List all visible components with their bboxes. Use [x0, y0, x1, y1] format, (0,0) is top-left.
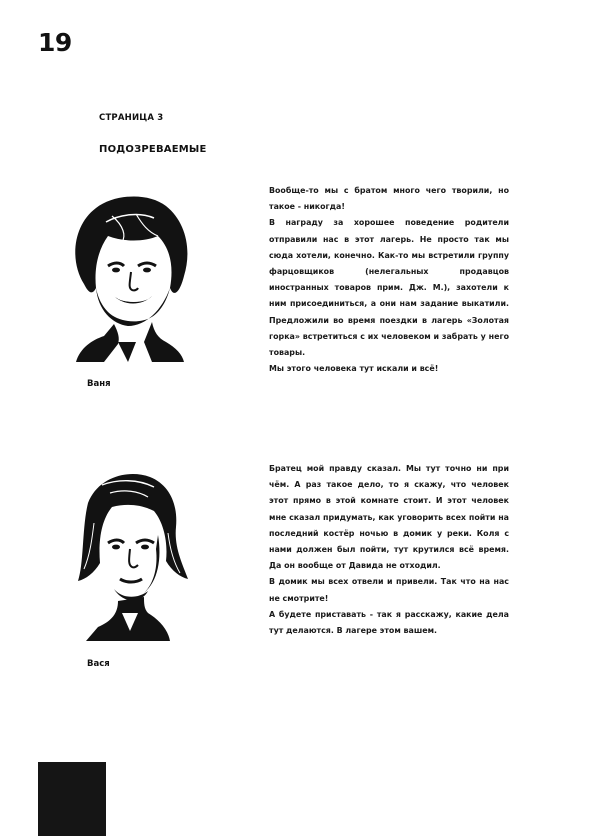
suspect-portrait-vanya [62, 192, 194, 362]
statement-paragraph: В награду за хорошее поведение родители отправили нас в этот лагерь. Не просто так мы сюда хотели, конечно. Как-то мы встретили группу фарцовщиков (нелегальных продавцов иностранных товаров прим. Дж. М.), захотели к ним присоединиться, а они нам задание выкатили. Предложили во время поездки в лагерь «Золотая горка» встретиться с их человеком и забрать у него товары. [269, 218, 509, 358]
portrait-illustration-vasya [58, 463, 198, 641]
suspect-portrait-vasya [58, 463, 198, 641]
statement-paragraph: В домик мы всех отвели и привели. Так что на нас не смотрите! [269, 577, 509, 603]
suspect-statement-vanya [269, 183, 509, 377]
portrait-illustration-vanya [62, 192, 194, 362]
page-subtitle: СТРАНИЦА 3 [99, 113, 164, 123]
decorative-corner-block [38, 762, 106, 836]
suspect-name-vanya: Ваня [87, 379, 111, 389]
page-number: 19 [38, 28, 72, 57]
statement-paragraph: Мы этого человека тут искали и всё! [269, 364, 439, 374]
statement-paragraph: А будете приставать - так я расскажу, какие дела тут делаются. В лагере этом вашем. [269, 609, 509, 636]
suspect-name-vasya: Вася [87, 659, 110, 669]
statement-paragraph: Братец мой правду сказал. Мы тут точно ни при чём. А раз такое дело, то я скажу, что человек этот прямо в этой комнате стоит. И этот человек мне сказал придумать, как уговорить всех пойти на последний костёр ночью в домик у реки. Коля с нами должен был пойти, тут крутился всё время. Да он вообще от Давида не отходил. [269, 464, 509, 571]
statement-paragraph: Вообще-то мы с братом много чего творили, но такое - никогда! [269, 186, 509, 212]
section-title: ПОДОЗРЕВАЕМЫЕ [99, 144, 207, 155]
suspect-statement-vasya [269, 461, 509, 639]
